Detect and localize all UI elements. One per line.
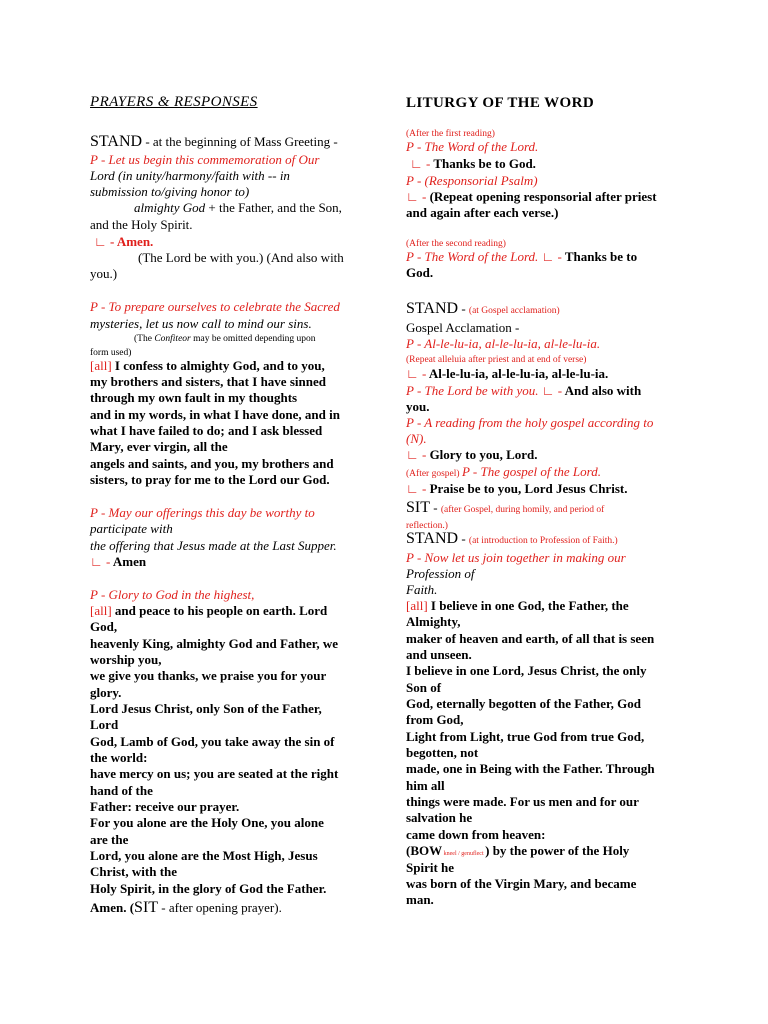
creed-line: God, eternally begotten of the Father, God	[406, 696, 641, 711]
confiteor-line: angels and saints, and you, my brothers and	[90, 456, 334, 471]
liturgy-word-heading: LITURGY OF THE WORD	[406, 95, 595, 111]
prayer-line: almighty God + the Father, and the Son,	[134, 200, 342, 215]
creed-line: Son of	[406, 680, 442, 695]
priest-line: P - A reading from the holy gospel according to	[406, 415, 654, 430]
gloria-line: Lord Jesus Christ, only Son of the Father,	[90, 701, 322, 716]
rubric-note: (Repeat alleluia after priest and at end of verse)	[406, 355, 587, 365]
amen-response: ∟ - Amen	[90, 554, 147, 569]
priest-line: P - Al-le-lu-ia, al-le-lu-ia, al-le-lu-ia.	[406, 336, 601, 351]
response-line: ∟ - Thanks be to God.	[410, 156, 536, 171]
prayer-line: participate with	[90, 521, 173, 536]
creed-line: I believe in one Lord, Jesus Christ, the only	[406, 663, 647, 678]
gloria-line: [all] and peace to his people on earth. Lord	[90, 603, 328, 618]
greeting-line: you.)	[90, 266, 118, 281]
creed-line: man.	[406, 892, 434, 907]
confiteor-line: and in my words, in what I have done, and in	[90, 407, 340, 422]
gloria-line: God, Lamb of God, you take away the sin of	[90, 734, 335, 749]
after-gospel-line: (After gospel) P - The gospel of the Lord.	[406, 464, 601, 479]
rubric-note: (After the first reading)	[406, 129, 495, 139]
priest-line: P - To prepare ourselves to celebrate the Sacred	[90, 299, 340, 314]
greeting-line: (The Lord be with you.) (And also with	[138, 250, 344, 265]
prayer-line: mysteries, let us now call to mind our sins.	[90, 316, 312, 331]
prayers-responses-heading: PRAYERS & RESPONSES	[90, 94, 258, 110]
creed-line: Almighty,	[406, 614, 461, 629]
rubric-note: (After the second reading)	[406, 239, 506, 249]
priest-line: P - The Word of the Lord.	[406, 139, 539, 154]
response-line: ∟ - Praise be to you, Lord Jesus Christ.	[406, 481, 628, 496]
final-amen-line: Amen. (SIT - after opening prayer).	[90, 899, 282, 916]
creed-line: salvation he	[406, 810, 473, 825]
response-line: you.	[406, 399, 430, 414]
prayer-line: Profession of	[406, 566, 475, 581]
confiteor-line: sisters, to pray for me to the Lord our God.	[90, 472, 330, 487]
creed-line: Light from Light, true God from true God,	[406, 729, 645, 744]
creed-line: came down from heaven:	[406, 827, 546, 842]
confiteor-line: Mary, ever virgin, all the	[90, 439, 228, 454]
confiteor-line: my brothers and sisters, that I have sinned	[90, 374, 326, 389]
response-line: God.	[406, 265, 434, 280]
confiteor-line: what I have failed to do; and I ask blessed	[90, 423, 323, 438]
gloria-line: Holy Spirit, in the glory of God the Father.	[90, 881, 327, 896]
response-line: ∟ - (Repeat opening responsorial after priest	[406, 189, 657, 204]
confiteor-line: [all] I confess to almighty God, and to you,	[90, 358, 325, 373]
response-line: ∟ - Glory to you, Lord.	[406, 447, 538, 462]
gloria-line: Christ, with the	[90, 864, 178, 879]
gloria-line: worship you,	[90, 652, 162, 667]
priest-line: P - Glory to God in the highest,	[90, 587, 255, 602]
creed-line: things were made. For us men and for our	[406, 794, 639, 809]
creed-line: and unseen.	[406, 647, 472, 662]
gloria-line: For you alone are the Holy One, you alone	[90, 815, 324, 830]
confiteor-note: (The Confiteor may be omitted depending upon	[134, 334, 316, 344]
priest-response-line: P - The Word of the Lord. ∟ - Thanks be to	[406, 249, 638, 264]
gloria-line: Father: receive our prayer.	[90, 799, 240, 814]
gloria-line: glory.	[90, 685, 122, 700]
priest-line: P - (Responsorial Psalm)	[406, 173, 538, 188]
gloria-line: Lord	[90, 717, 119, 732]
gloria-line: Lord, you alone are the Most High, Jesus	[90, 848, 318, 863]
amen-response: ∟ - Amen.	[94, 234, 154, 249]
priest-line: P - May our offerings this day be worthy to	[90, 505, 315, 520]
creed-line: him all	[406, 778, 445, 793]
gloria-line: have mercy on us; you are seated at the right	[90, 766, 339, 781]
creed-line: was born of the Virgin Mary, and became	[406, 876, 637, 891]
sit-line: SIT - (after Gospel, during homily, and period of	[406, 499, 605, 516]
gloria-line: hand of the	[90, 783, 153, 798]
prayer-line: Lord (in unity/harmony/faith with -- in	[90, 168, 290, 183]
creed-line: maker of heaven and earth, of all that is seen	[406, 631, 655, 646]
creed-line: begotten, not	[406, 745, 479, 760]
bow-line: (BOW kneel / genuflect ) by the power of the Holy	[406, 843, 630, 858]
rubric-note: reflection.)	[406, 521, 448, 531]
gospel-acclamation-label: Gospel Acclamation -	[406, 320, 520, 335]
prayer-line: submission to/giving honor to)	[90, 184, 250, 199]
gloria-line: heavenly King, almighty God and Father, we	[90, 636, 338, 651]
creed-line: made, one in Being with the Father. Through	[406, 761, 655, 776]
gloria-line: are the	[90, 832, 129, 847]
gloria-line: the world:	[90, 750, 148, 765]
creed-line: from God,	[406, 712, 464, 727]
confiteor-note: form used)	[90, 348, 132, 358]
stand-greeting-line: STAND - at the beginning of Mass Greeting -	[90, 133, 338, 150]
priest-response-line: P - The Lord be with you. ∟ - And also with	[406, 383, 642, 398]
creed-line: Spirit he	[406, 860, 455, 875]
confiteor-line: through my own fault in my thoughts	[90, 390, 298, 405]
response-line: and again after each verse.)	[406, 205, 559, 220]
stand-gospel-line: STAND - (at Gospel acclamation)	[406, 300, 560, 317]
priest-line: P - Let us begin this commemoration of Our	[90, 152, 320, 167]
prayer-line: Faith.	[406, 582, 438, 597]
stand-creed-line: STAND - (at introduction to Profession of Faith.)	[406, 530, 618, 547]
priest-line: P - Now let us join together in making our	[406, 550, 626, 565]
creed-line: [all] I believe in one God, the Father, the	[406, 598, 629, 613]
gloria-line: God,	[90, 619, 118, 634]
prayer-line: the offering that Jesus made at the Last Supper.	[90, 538, 337, 553]
gloria-line: we give you thanks, we praise you for your	[90, 668, 327, 683]
response-line: ∟ - Al-le-lu-ia, al-le-lu-ia, al-le-lu-ia.	[406, 366, 609, 381]
priest-line: (N).	[406, 431, 427, 446]
prayer-line: and the Holy Spirit.	[90, 217, 193, 232]
